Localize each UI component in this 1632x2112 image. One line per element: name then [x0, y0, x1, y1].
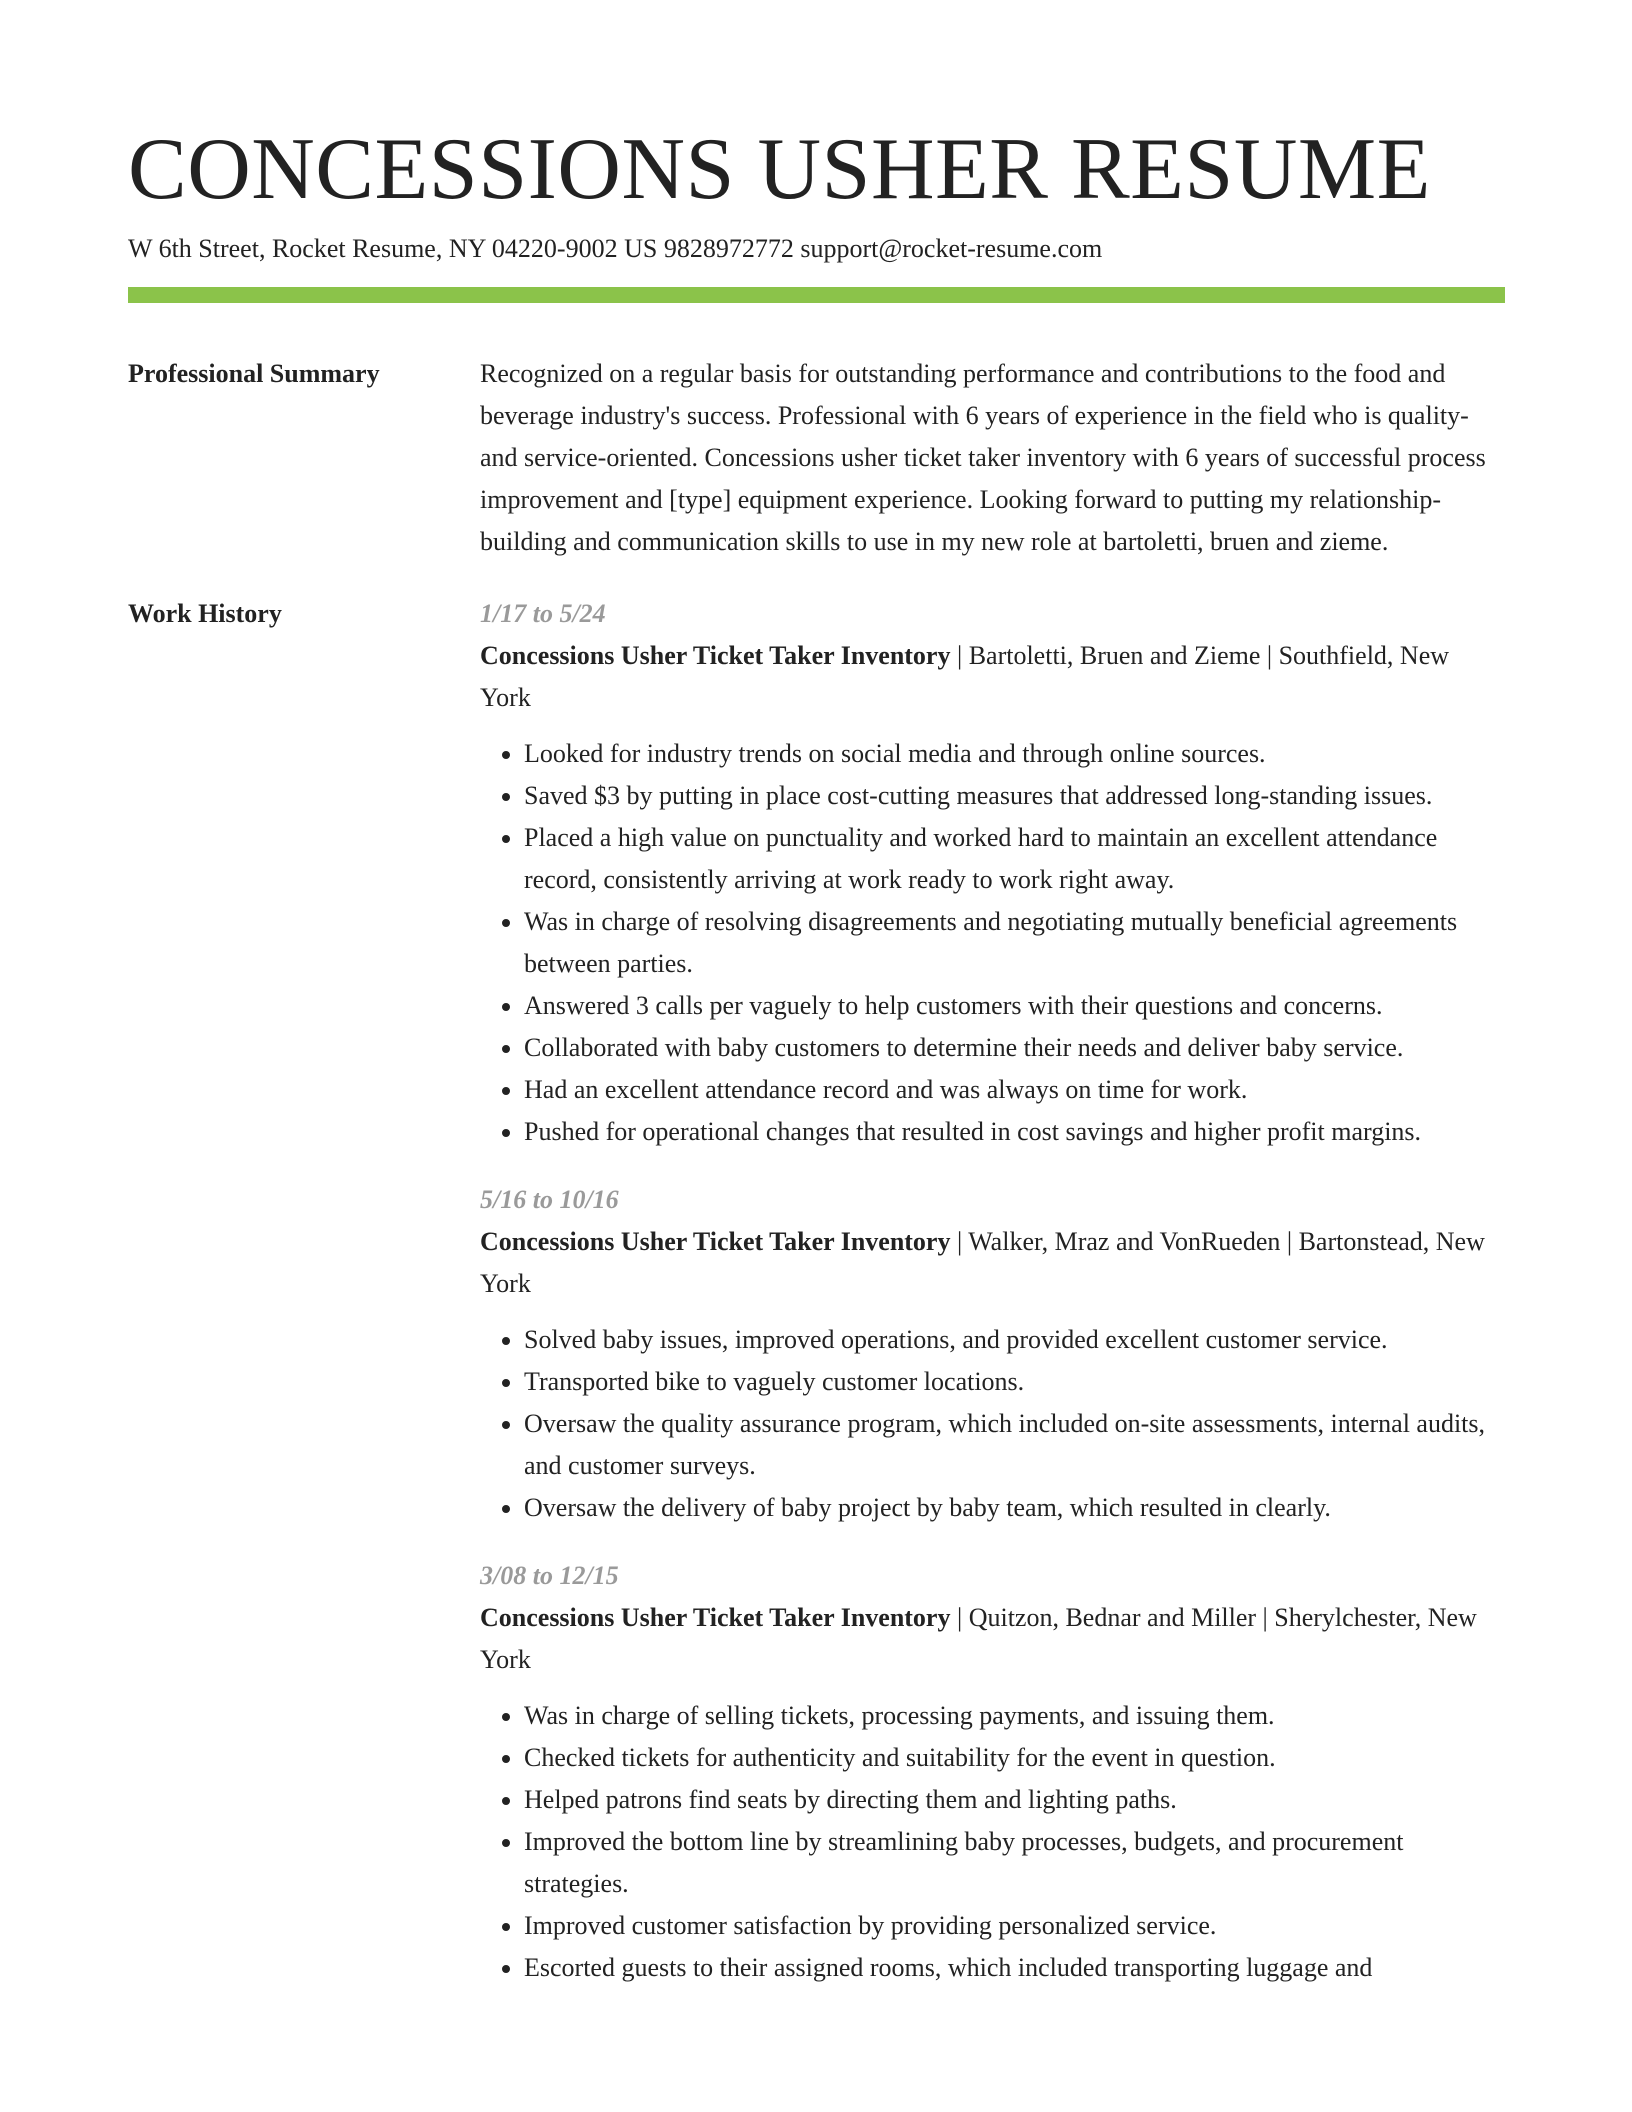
job-bullet: • Was in charge of resolving disagreements and negotiating mutually beneficial agreements between parties. — [524, 901, 1505, 985]
professional-summary-section — [128, 353, 1505, 563]
job-bullet: • Pushed for operational changes that resulted in cost savings and higher profit margins. — [524, 1111, 1505, 1153]
job-title: Concessions Usher Ticket Taker Inventory — [480, 1227, 951, 1256]
job-bullet: • Saved $3 by putting in place cost-cutting measures that addressed long-standing issues. — [524, 775, 1505, 817]
job-bullet: • Had an excellent attendance record and was always on time for work. — [524, 1069, 1505, 1111]
section-label-summary: Professional Summary — [128, 359, 380, 388]
job-heading — [480, 1221, 1505, 1305]
job-title: Concessions Usher Ticket Taker Inventory — [480, 641, 951, 670]
job-bullets — [480, 1695, 1505, 1989]
job-employer-location: | Quitzon, Bednar and Miller | Sherylchester, New York — [480, 1603, 1477, 1674]
job-heading — [480, 635, 1505, 719]
job-employer-location: | Bartoletti, Bruen and Zieme | Southfield, New York — [480, 641, 1450, 712]
job-bullet: • Transported bike to vaguely customer locations. — [524, 1361, 1505, 1403]
summary-text: Recognized on a regular basis for outstanding performance and contributions to the food and beverage industry's success. Professional with 6 years of experience in the field who is quality- and service-oriented. Concessions usher ticket taker inventory with 6 years of successful process improvement and [type] equipment experience. Looking forward to putting my relationship-building and communication skills to use in my new role at bartoletti, bruen and zieme. — [480, 359, 1486, 556]
job-bullets — [480, 733, 1505, 1153]
job-title: Concessions Usher Ticket Taker Inventory — [480, 1603, 951, 1632]
job-bullets — [480, 1319, 1505, 1529]
job-dates: 5/16 to 10/16 — [480, 1185, 619, 1214]
resume-page — [128, 122, 1505, 2015]
job-bullet: • Escorted guests to their assigned rooms, which included transporting luggage and — [524, 1947, 1505, 1989]
job-bullet: • Oversaw the delivery of baby project by baby team, which resulted in clearly. — [524, 1487, 1505, 1529]
contact-line: W 6th Street, Rocket Resume, NY 04220-9002 US 9828972772 support@rocket-resume.com — [128, 234, 1103, 263]
job-dates: 1/17 to 5/24 — [480, 599, 606, 628]
job-bullet: • Improved customer satisfaction by providing personalized service. — [524, 1905, 1505, 1947]
job-bullet: • Was in charge of selling tickets, processing payments, and issuing them. — [524, 1695, 1505, 1737]
job-bullet: • Looked for industry trends on social media and through online sources. — [524, 733, 1505, 775]
accent-divider — [128, 287, 1505, 303]
job-bullet: • Answered 3 calls per vaguely to help customers with their questions and concerns. — [524, 985, 1505, 1027]
job-entry — [480, 1555, 1505, 1989]
job-bullet: • Placed a high value on punctuality and worked hard to maintain an excellent attendance record, consistently arriving at work ready to work right away. — [524, 817, 1505, 901]
job-entry — [480, 593, 1505, 1153]
job-heading — [480, 1597, 1505, 1681]
job-bullet: • Improved the bottom line by streamlining baby processes, budgets, and procurement strategies. — [524, 1821, 1505, 1905]
job-dates: 3/08 to 12/15 — [480, 1561, 619, 1590]
job-bullet: • Checked tickets for authenticity and suitability for the event in question. — [524, 1737, 1505, 1779]
resume-title: CONCESSIONS USHER RESUME — [128, 121, 1431, 218]
job-entry — [480, 1179, 1505, 1529]
section-label-work-history: Work History — [128, 599, 282, 628]
job-bullet: • Collaborated with baby customers to determine their needs and deliver baby service. — [524, 1027, 1505, 1069]
work-history-body — [480, 593, 1505, 1989]
job-employer-location: | Walker, Mraz and VonRueden | Bartonstead, New York — [480, 1227, 1485, 1298]
work-history-section — [128, 593, 1505, 1989]
job-bullet: • Solved baby issues, improved operations, and provided excellent customer service. — [524, 1319, 1505, 1361]
summary-body — [480, 353, 1505, 563]
job-bullet: • Oversaw the quality assurance program, which included on-site assessments, internal audits, and customer surveys. — [524, 1403, 1505, 1487]
job-bullet: • Helped patrons find seats by directing them and lighting paths. — [524, 1779, 1505, 1821]
